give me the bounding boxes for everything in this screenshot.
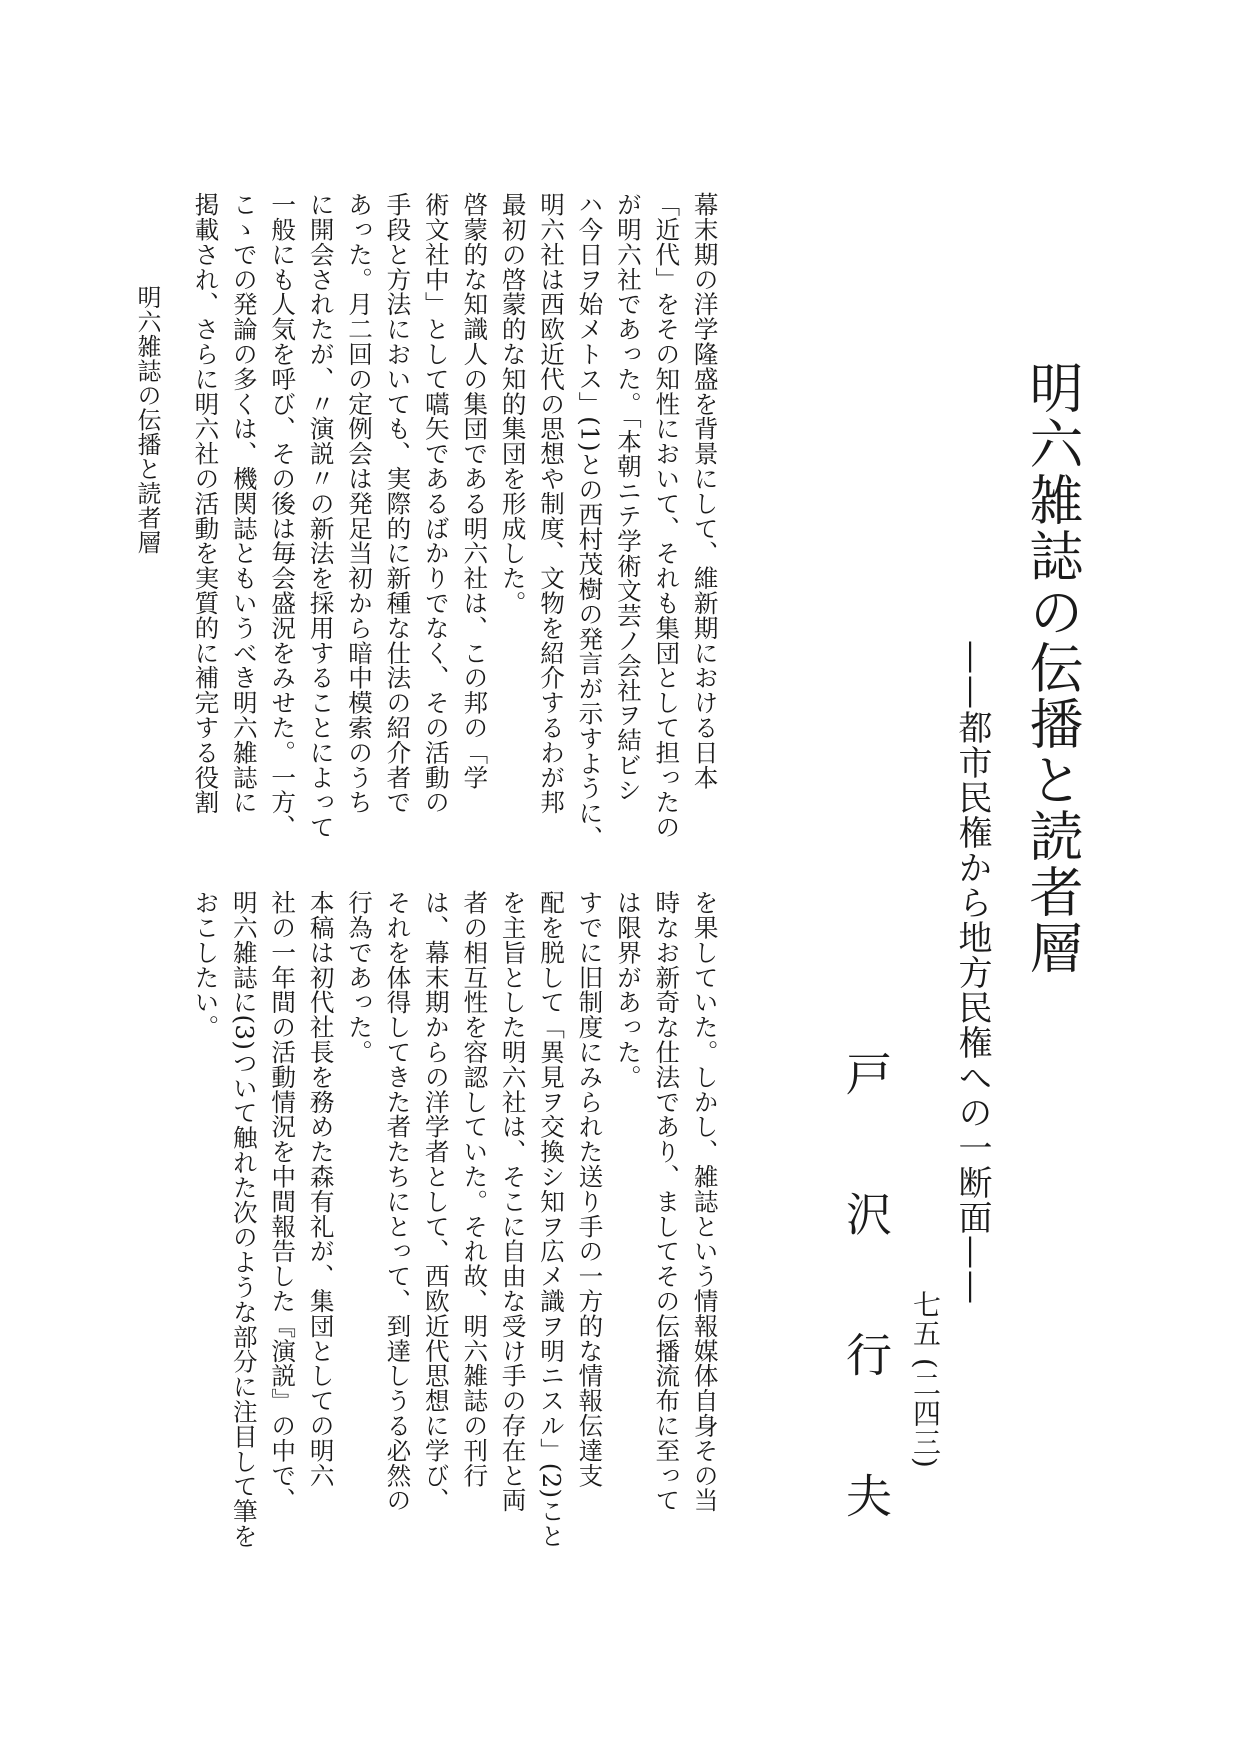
page-number: 七五 (二四三) [909, 1290, 942, 1469]
text-line: 手段と方法においても、実際的に新種な仕法の紹介者で [383, 192, 413, 815]
text-line: 者の相互性を容認していた。それ故、明六雑誌の刊行 [460, 890, 490, 1488]
article-subtitle: ——都市民権から地方民権への一断面—— [952, 640, 992, 1305]
text-line: 明六雑誌に(3)ついて触れた次のような部分に注目して筆を [229, 890, 259, 1549]
text-line: に開会されたが、〃演説〃の新法を採用することによって [306, 192, 336, 840]
text-line: 啓蒙的な知識人の集団である明六社は、この邦の「学 [460, 192, 490, 790]
text-line: こゝでの発論の多くは、機関誌ともいうべき明六雑誌に [229, 192, 259, 815]
text-line: は限界があった。 [613, 890, 643, 1090]
text-line: 明六社は西欧近代の思想や制度、文物を紹介するわが邦 [537, 192, 567, 815]
text-line: 本稿は初代社長を務めた森有礼が、集団としての明六 [306, 890, 336, 1488]
article-title: 明六雑誌の伝播と読者層 [1021, 360, 1084, 976]
text-line: 幕末期の洋学隆盛を背景にして、維新期における日本 [690, 192, 720, 790]
body-text-upper [186, 192, 724, 851]
text-line: を主旨とした明六社は、そこに自由な受け手の存在と両 [498, 890, 528, 1513]
text-line: は、幕末期からの洋学者として、西欧近代思想に学び、 [421, 890, 451, 1513]
text-line: 最初の啓蒙的な知的集団を形成した。 [498, 192, 528, 616]
text-line: おこしたい。 [191, 890, 221, 1040]
text-line: 掲載され、さらに明六社の活動を実質的に補完する役割 [191, 192, 221, 815]
body-text-lower [186, 890, 724, 1549]
text-line: 社の一年間の活動情況を中間報告した『演説』の中で、 [268, 890, 298, 1513]
text-line: 「近代」をその知性において、それも集団として担ったの [652, 192, 682, 840]
text-line: が明六社であった。「本朝ニテ学術文芸ノ会社ヲ結ビシ [613, 192, 643, 803]
text-line: ハ今日ヲ始メトス」(1)との西村茂樹の発言が示すように、 [575, 192, 605, 851]
author-name: 戸 沢 行 夫 [839, 1050, 893, 1558]
text-line: を果していた。しかし、雑誌という情報媒体自身その当 [690, 890, 720, 1513]
text-line: あった。月二回の定例会は発足当初から暗中模索のうち [345, 192, 375, 815]
text-line: 術文社中」として嚆矢であるばかりでなく、その活動の [421, 192, 451, 815]
text-line: それを体得してきた者たちにとって、到達しうる必然の [383, 890, 413, 1513]
text-line: 行為であった。 [345, 890, 375, 1065]
running-head: 明六雑誌の伝播と読者層 [133, 285, 161, 555]
text-line: 時なお新奇な仕法であり、ましてその伝播流布に至って [652, 890, 682, 1513]
text-line: 配を脱して「異見ヲ交換シ知ヲ広メ識ヲ明ニスル」(2)こと [537, 890, 567, 1549]
text-line: すでに旧制度にみられた送り手の一方的な情報伝達支 [575, 890, 605, 1488]
text-line: 一般にも人気を呼び、その後は毎会盛況をみせた。一方、 [268, 192, 298, 840]
